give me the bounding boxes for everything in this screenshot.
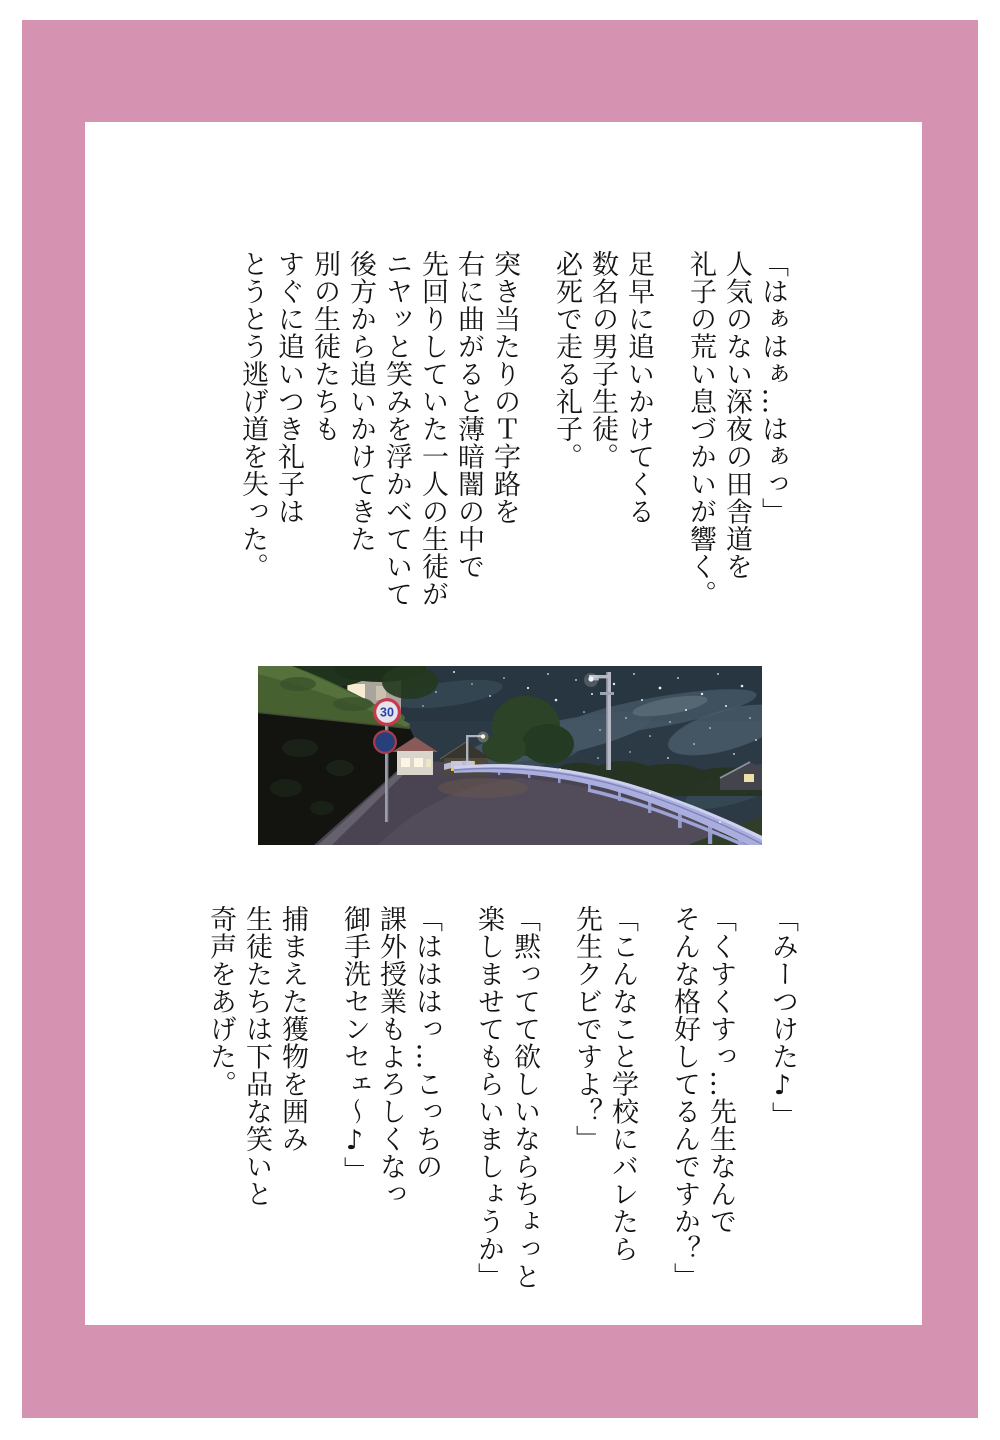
narration-paragraph-4 <box>202 905 310 1307</box>
text-line: とうとう逃げ道を失った。 <box>237 250 268 580</box>
text-line: 生徒たちは下品な笑いと <box>241 905 272 1208</box>
dialogue-paragraph-3 <box>568 905 640 1307</box>
dialogue-bottom <box>202 905 800 1307</box>
text-line: 必死で走る礼子。 <box>551 250 582 470</box>
text-line: 捕まえた獲物を囲み <box>277 905 308 1153</box>
text-line: 礼子の荒い息づかいが響く。 <box>685 250 716 608</box>
text-line: 数名の男子生徒。 <box>587 250 618 470</box>
lit-window <box>414 758 423 767</box>
text-line: 「はははっ…こっちの <box>411 905 442 1180</box>
text-line: 「はぁはぁ…はぁっ」 <box>757 250 788 525</box>
text-line: 「みーつけた♪」 <box>767 905 798 1129</box>
narration-paragraph-2 <box>548 250 656 642</box>
night-road-illustration <box>258 666 762 845</box>
text-line: 後方から追いかけてきた <box>345 250 376 553</box>
narration-top <box>234 250 790 642</box>
text-line: 足早に追いかけてくる <box>623 250 654 525</box>
pink-frame <box>22 20 978 1418</box>
text-line: 御手洗センセェ〜♪」 <box>339 905 370 1184</box>
narration-paragraph-3 <box>234 250 522 642</box>
dialogue-paragraph-4 <box>470 905 542 1307</box>
text-line: 突き当たりのＴ字路を <box>489 250 520 525</box>
blue-circle-sign <box>373 730 397 754</box>
dialogue-paragraph-5 <box>336 905 444 1307</box>
text-line: そんな格好してるんですか？」 <box>669 905 700 1290</box>
text-line: 「黙ってて欲しいならちょっと <box>509 905 540 1290</box>
narration-paragraph-1 <box>682 250 790 642</box>
text-line: 右に曲がると薄暗闇の中で <box>453 250 484 580</box>
text-line: 先回りしていた一人の生徒が <box>417 250 448 608</box>
text-line: 人気のない深夜の田舎道を <box>721 250 752 580</box>
lit-window <box>744 774 754 782</box>
text-line: 先生クビですよ？」 <box>571 905 602 1153</box>
speed-limit-value: 30 <box>380 705 394 720</box>
text-line: ニヤッと笑みを浮かべていて <box>381 250 412 608</box>
text-line: 奇声をあげた。 <box>205 905 236 1098</box>
dialogue-paragraph-2 <box>666 905 738 1307</box>
text-line: 課外授業もよろしくなっ <box>375 905 406 1208</box>
text-line: すぐに追いつき礼子は <box>273 250 304 525</box>
speed-limit-sign <box>373 698 401 726</box>
text-line: 別の生徒たちも <box>309 250 340 443</box>
lamplight-on-road <box>438 778 528 798</box>
text-line: 「くすくすっ…先生なんで <box>705 905 736 1235</box>
content-area <box>85 122 922 1325</box>
text-line: 「こんなこと学校にバレたら <box>607 905 638 1263</box>
lit-window <box>401 758 410 767</box>
text-line: 楽しませてもらいましょうか」 <box>473 905 504 1290</box>
dialogue-paragraph-1 <box>764 905 800 1307</box>
